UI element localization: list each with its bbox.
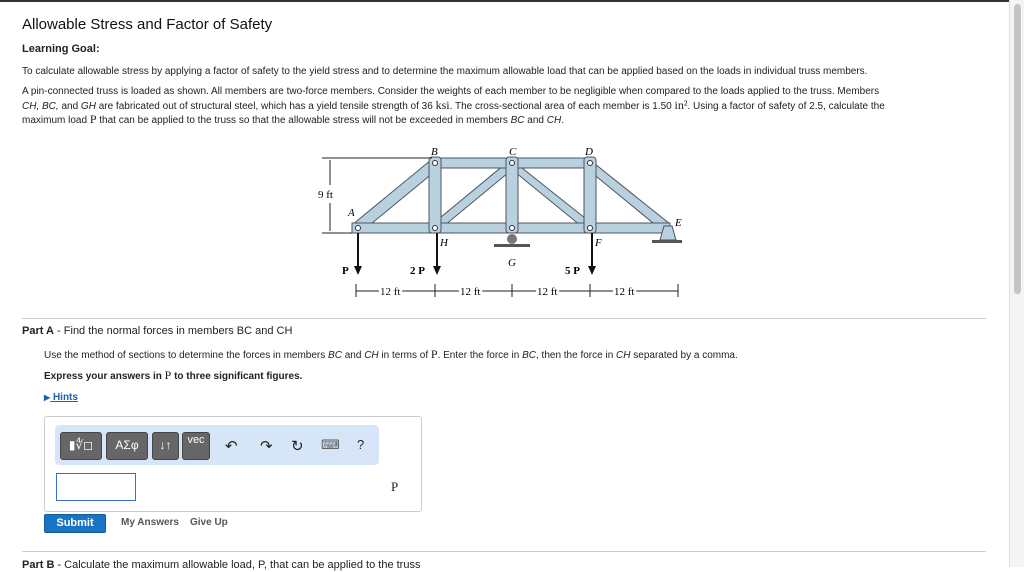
learning-goal-text: To calculate allowable stress by applying a factor of safety to the yield stress and to determine the maximum allowable load that can be applied based on the loads in individual truss members. [22, 66, 868, 77]
answer-box [44, 416, 422, 512]
part-a-heading: Part A - Find the normal forces in members BC and CH [22, 325, 293, 337]
arrows-button[interactable]: ↓↑ [152, 432, 179, 460]
redo-icon[interactable]: ↷ [260, 438, 273, 455]
help-icon[interactable]: ? [357, 437, 365, 452]
greek-button[interactable]: ΑΣφ [106, 432, 148, 460]
member-bh [429, 157, 441, 233]
span-1: 12 ft [380, 286, 401, 298]
label-c: C [509, 146, 517, 158]
label-e: E [675, 217, 682, 229]
math-toolbar [55, 425, 379, 465]
label-h: H [440, 237, 448, 249]
load-f: 5 P [565, 265, 580, 277]
load-h: 2 P [410, 265, 425, 277]
member-hc [435, 160, 514, 230]
problem-statement: A pin-connected truss is loaded as shown. All members are two-force members. Consider the weights of each member to be negligible when compared to the loads applied to the truss. Members CH, BC, and GH are fabricated out of structural steel, which has a yield tensile strength of 36 ksi. The cross-sectional area of each member is 1.50 in². Using a factor of safety of 2.5, calculate the maximum load P that can be applied to the truss so that the allowable stress will not be exceeded in members BC and CH. [22, 86, 885, 126]
member-df [584, 157, 596, 233]
label-g: G [508, 257, 516, 269]
unit-label: P [391, 479, 399, 494]
keyboard-icon[interactable]: ⌨ [321, 437, 340, 452]
label-a: A [348, 207, 355, 219]
undo-icon[interactable]: ↶ [225, 438, 238, 455]
span-4: 12 ft [614, 286, 635, 298]
height-dim: 9 ft [318, 189, 333, 201]
scrollbar-thumb[interactable] [1014, 4, 1021, 294]
express-instruction: Express your answers in P to three significant figures. [44, 368, 303, 382]
label-d: D [585, 146, 593, 158]
give-up-link[interactable]: Give Up [190, 517, 228, 528]
templates-button[interactable]: ▮∜◻ [60, 432, 102, 460]
member-ab [352, 160, 439, 233]
member-cf [510, 160, 590, 230]
load-a: P [342, 265, 349, 277]
learning-goal-label: Learning Goal: [22, 43, 100, 55]
scrollbar[interactable] [1009, 0, 1024, 567]
member-cg [506, 157, 518, 233]
span-2: 12 ft [460, 286, 481, 298]
my-answers-link[interactable]: My Answers [121, 517, 179, 528]
answer-input[interactable] [56, 473, 136, 501]
label-f: F [595, 237, 602, 249]
divider [22, 551, 986, 552]
part-b-heading: Part B - Calculate the maximum allowable load, P, that can be applied to the truss [22, 559, 421, 571]
page-title: Allowable Stress and Factor of Safety [22, 16, 273, 33]
reset-icon[interactable]: ↻ [291, 438, 304, 455]
divider [22, 318, 986, 319]
span-3: 12 ft [537, 286, 558, 298]
roller-g [507, 234, 517, 244]
caret-right-icon: ▶ [44, 393, 51, 402]
submit-button[interactable]: Submit [44, 514, 106, 533]
vec-button[interactable]: vec [182, 432, 210, 460]
member-de [586, 160, 670, 232]
label-b: B [431, 146, 438, 158]
hints-link[interactable]: ▶ Hints [44, 392, 78, 403]
part-a-instructions: Use the method of sections to determine the forces in members BC and CH in terms of P. Enter the force in BC, then the force in CH separated by a comma. [44, 347, 738, 361]
